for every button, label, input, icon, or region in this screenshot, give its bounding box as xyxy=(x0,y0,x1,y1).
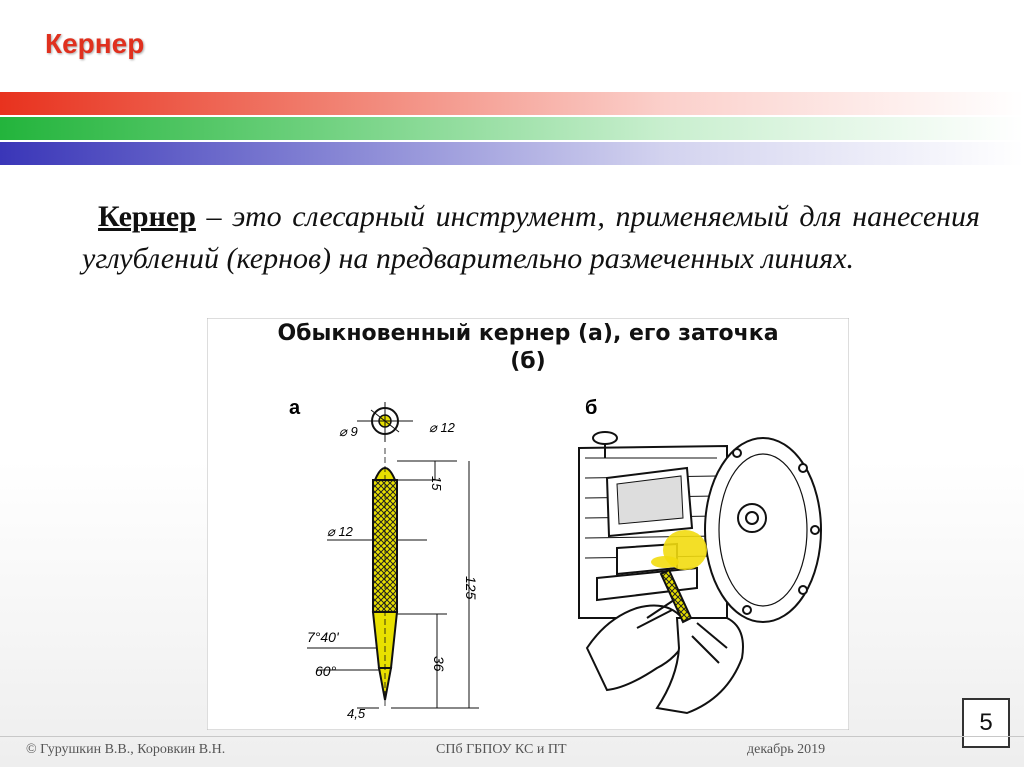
footer-organization: СПб ГБПОУ КС и ПТ xyxy=(436,742,567,757)
grinding-wheel-edge xyxy=(651,556,679,568)
dim-d9: ⌀ 9 xyxy=(339,424,358,439)
center-punch-illustration xyxy=(207,318,849,730)
footer-authors: © Гурушкин В.В., Коровкин В.Н. xyxy=(26,742,226,757)
dim-angle1: 7°40' xyxy=(307,629,339,645)
figure-title-line2: (б) xyxy=(510,349,546,374)
dim-len125: 125 xyxy=(463,576,479,600)
dim-angle2: 60° xyxy=(315,663,337,679)
page-number: 5 xyxy=(962,698,1010,748)
dim-d12-body: ⌀ 12 xyxy=(327,524,353,539)
decor-band-blue xyxy=(0,142,1024,165)
decor-band-red xyxy=(0,92,1024,115)
definition-paragraph xyxy=(82,196,980,280)
figure-title xyxy=(207,320,849,376)
dim-tip: 4,5 xyxy=(347,706,366,721)
dim-len15: 15 xyxy=(429,476,444,491)
punch-body xyxy=(373,448,397,708)
definition-term: Кернер xyxy=(98,200,196,233)
grinding-machine xyxy=(579,432,821,622)
footer-date: декабрь 2019 xyxy=(747,742,826,757)
label-a: а xyxy=(289,397,301,419)
figure-title-line1: Обыкновенный кернер (а), его заточка xyxy=(277,321,779,346)
label-b: б xyxy=(585,397,598,419)
definition-text: – это слесарный инструмент, применяемый для нанесения углублений (кернов) на предварительно размеченных линиях. xyxy=(82,200,980,275)
slide-title: Кернер xyxy=(45,28,145,59)
center-punch-figure xyxy=(207,318,849,730)
footer-divider xyxy=(0,736,1024,737)
dim-len36: 36 xyxy=(431,656,447,672)
punch-top-view xyxy=(357,402,413,442)
dim-d12-top: ⌀ 12 xyxy=(429,420,455,435)
decor-band-green xyxy=(0,117,1024,140)
